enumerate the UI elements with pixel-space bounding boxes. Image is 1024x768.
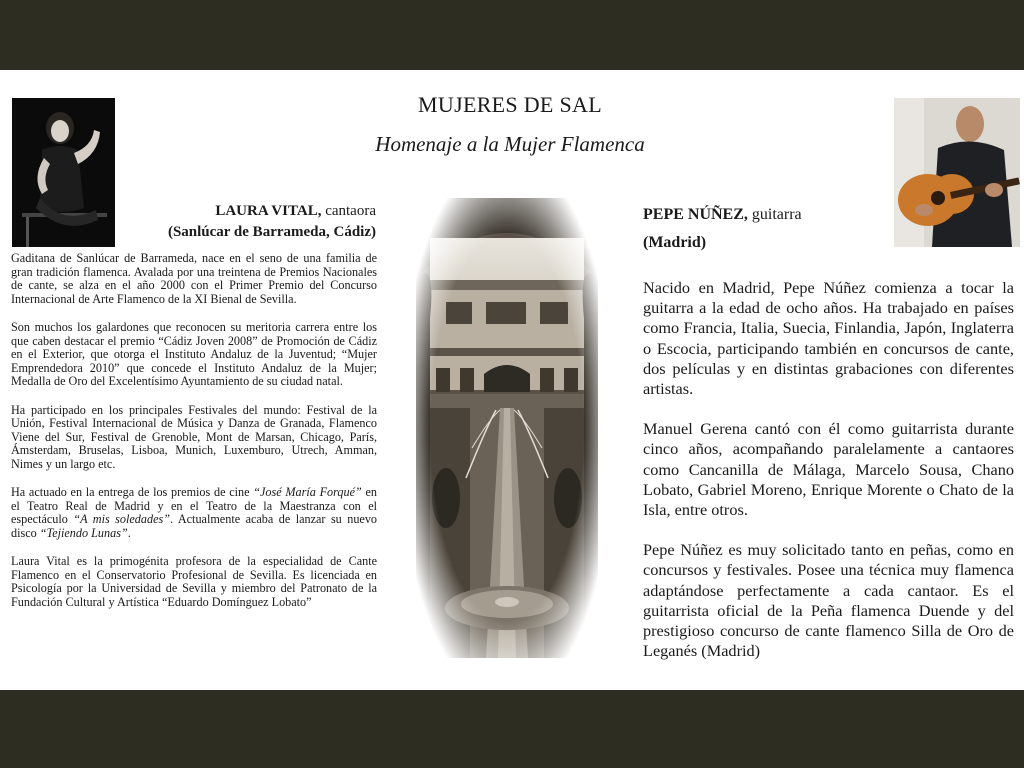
bio-paragraph: Ha participado en los principales Festivales del mundo: Festival de la Unión, Festival Internacional de Música y Danza de Granada, Flamenco Viene del Sur, Festival de Grenoble, Mont de Marsan, Chicago, París, Ámsterdam, Bruselas, Lisboa, Munich, Luxemburo, Utrech, Amman, Nimes y un largo etc.: [11, 402, 377, 471]
bio-paragraph: Pepe Núñez es muy solicitado tanto en peñas, como en concursos y festivales. Posee una técnica muy flamenca adaptándose perfectamente a cada cantaor. Es el guitarrista oficial de la Peña flamenca Duende y del prestigioso concurso de cante flamenco Silla de Oro de Leganés (Madrid): [643, 540, 1014, 661]
singer-photo: [12, 98, 115, 247]
right-artist-name: PEPE NÚÑEZ,: [643, 206, 748, 223]
bio-text: . Actualmente acaba de lanzar su nuevo disco: [11, 512, 378, 540]
bio-emphasis: “Tejiendo Lunas”: [39, 525, 128, 540]
bio-paragraph: Son muchos los galardones que reconocen su meritoria carrera entre los que caben destacar el premio “Cádiz Joven 2008” de Promoción de Cádiz en el Exterior, que otorga el Instituto Andaluz de la Juventud; “Mujer Emprendedora 2010” que concede el Instituto Andaluz de la Mujer; Medalla de Oro del Excelentísimo Ayuntamiento de su ciudad natal.: [11, 320, 377, 388]
bio-text: en el Teatro Real de Madrid y en el Teatro de la Maestranza con el espectáculo: [11, 485, 378, 526]
bio-paragraph: Manuel Gerena cantó con él como guitarrista durante cinco años, acompañando paralelamente a cantaores como Cancanilla de Málaga, Marcelo Sousa, Chano Lobato, Gabriel Moreno, Enrique Morente o Chato de la Isla, entre otros.: [643, 419, 1014, 520]
right-artist-origin: (Madrid): [643, 234, 707, 251]
bio-text: .: [127, 525, 131, 540]
right-artist-role: guitarra: [747, 206, 802, 223]
left-artist-bio: [11, 252, 377, 624]
left-artist-origin: (Sanlúcar de Barrameda, Cádiz): [167, 224, 376, 240]
right-artist-bio: [643, 278, 1014, 681]
bio-text: Ha actuado en la entrega de los premios de cine: [11, 485, 254, 499]
brochure-page: [0, 70, 1024, 690]
left-artist-role: cantaora: [321, 203, 376, 219]
bio-emphasis: “A mis soledades”: [73, 512, 171, 526]
page-subtitle: Homenaje a la Mujer Flamenca: [375, 132, 645, 156]
bio-emphasis: “José María Forqué”: [253, 485, 362, 499]
page-title: MUJERES DE SAL: [418, 92, 602, 117]
right-artist-heading: [643, 201, 802, 257]
left-artist-heading: [168, 201, 376, 243]
bio-paragraph: Nacido en Madrid, Pepe Núñez comienza a tocar la guitarra a la edad de ocho años. Ha trabajado en países como Francia, Italia, Suecia, Finlandia, Japón, Inglaterra o Escocia, participando también en concursos de cante, dos películas y en distintas grabaciones con diferentes artistas.: [643, 278, 1014, 399]
bio-paragraph: [11, 486, 377, 540]
bio-paragraph: Laura Vital es la primogénita profesora de la especialidad de Cante Flamenco en el Conservatorio Profesional de Sevilla. Es licenciada en Psicología por la Universidad de Sevilla y miembro del Patronato de la Fundación Cultural y Artística “Eduardo Domínguez Lobato”: [11, 554, 377, 609]
alhambra-garden-photo: [416, 198, 598, 658]
left-artist-name: LAURA VITAL,: [215, 203, 322, 219]
bio-paragraph: Gaditana de Sanlúcar de Barrameda, nace en el seno de una familia de gran tradición flamenca. Avalada por una treintena de Premios Nacionales de cante, se alza en el año 2000 con el Primer Premio del Concurso Internacional de Arte Flamenco de la XI Bienal de Sevilla.: [11, 251, 377, 306]
guitarist-photo: [894, 98, 1020, 247]
